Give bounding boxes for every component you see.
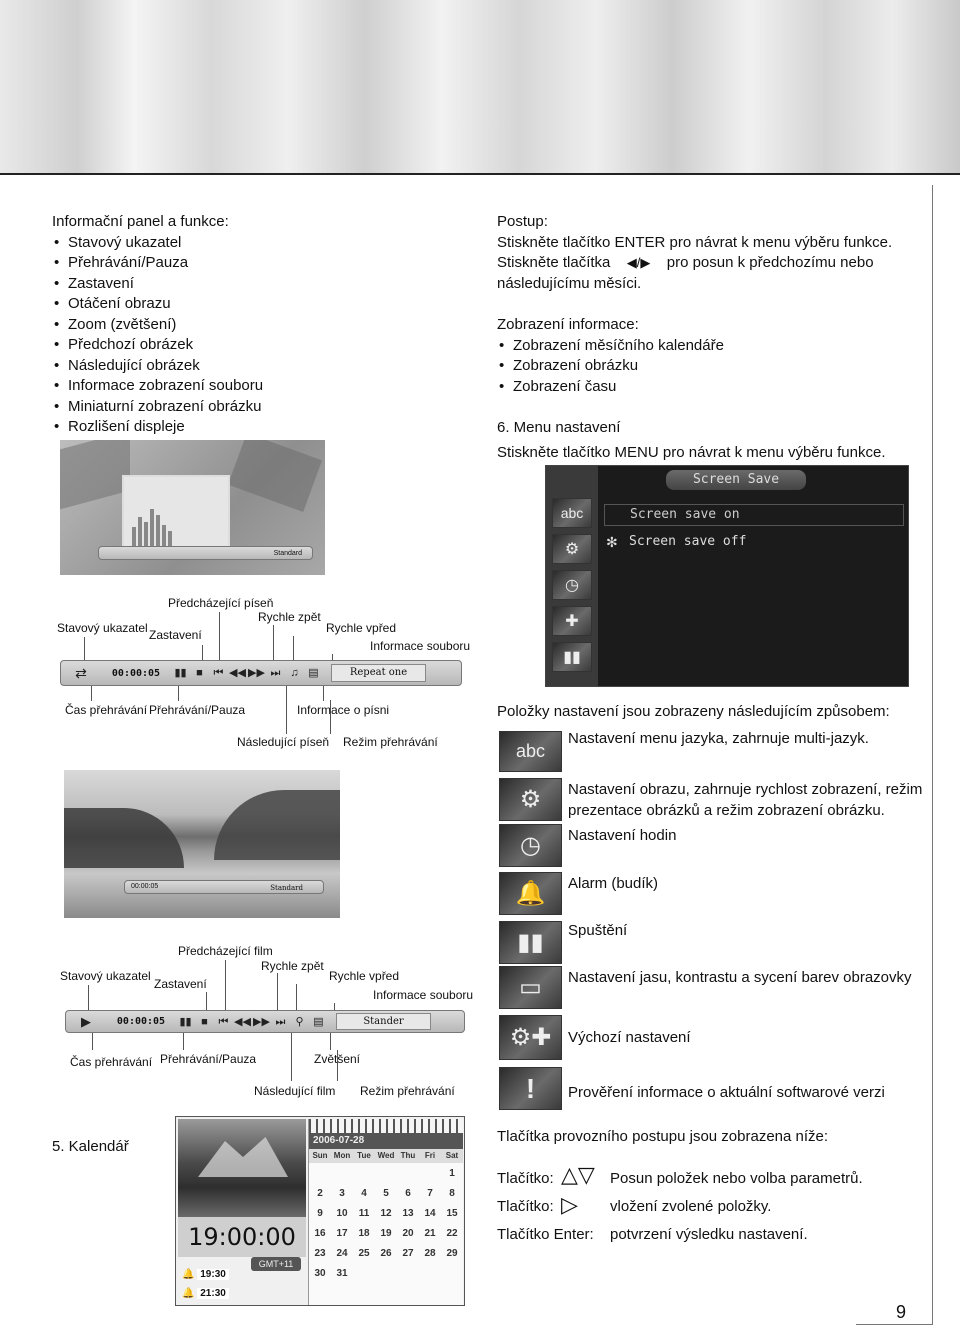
equalizer-panel [122,475,230,555]
calendar-week-row [309,1203,463,1223]
procedure-text: Stiskněte tlačítka [497,254,611,271]
music-control-bar [60,660,462,686]
language-icon[interactable]: abc [552,498,592,528]
info-panel-title: Informační panel a funkce: [52,213,229,230]
label-stop: Zastavení [149,628,202,642]
calendar-day: 24 [336,1247,348,1259]
mountain-decoration [64,808,184,868]
list-item: • Zobrazení měsíčního kalendáře [497,336,892,357]
screen-save-screenshot [545,465,909,687]
calendar-day: 25 [358,1247,370,1259]
weekday-label: Tue [357,1151,371,1160]
film-strip-decoration [60,440,130,509]
settings-item-photo-2: prezentace obrázků a režim zobrazení obrázku. [568,802,885,819]
photo-mode-label: Standard [270,884,303,892]
calendar-day: 5 [383,1187,389,1199]
rewind-icon[interactable]: ◀◀ [229,667,246,679]
button-desc: potvrzení výsledku nastavení. [610,1226,808,1243]
calendar-day: 14 [424,1207,436,1219]
list-item: • Předchozí obrázek [52,335,263,356]
status-icon[interactable]: ⇄ [75,665,87,681]
calendar-day: 2 [317,1187,323,1199]
alarm-bell-icon: 🔔 [499,872,562,915]
file-info-icon[interactable]: ▤ [313,1015,324,1028]
calendar-clock: 19:00:00 [178,1217,306,1257]
song-info-icon[interactable]: ♫ [290,667,299,679]
label-prev-film: Předcházející film [178,944,273,958]
launch-icon[interactable]: ▮▮ [552,642,592,672]
header-band [0,0,960,175]
buttons-intro: Tlačítka provozního postupu jsou zobrazena níže: [497,1128,829,1145]
calendar-day: 26 [380,1247,392,1259]
list-item: • Otáčení obrazu [52,294,263,315]
next-icon[interactable]: ⏭ [275,1015,286,1028]
info-panel-list [52,233,263,438]
calendar-day: 9 [317,1207,323,1219]
weekday-label: Thu [400,1151,416,1160]
settings-item-language: Nastavení menu jazyka, zahrnuje multi-jazyk. [568,730,869,747]
label-song-info: Informace o písni [297,703,390,717]
calendar-day: 3 [339,1187,345,1199]
info-panel [52,212,263,438]
button-desc: vložení zvolené položky. [610,1198,772,1215]
settings-item-launch: Spuštění [568,922,628,939]
mountain-decoration [214,790,340,860]
play-mode-display[interactable]: Repeat one [331,664,426,682]
play-time: 00:00:05 [111,667,161,679]
calendar-week-row [309,1243,463,1263]
screen-save-on-option[interactable]: Screen save on [604,504,904,526]
alarm-bell-icon: 🔔 [182,1269,195,1280]
button-label: Tlačítko: [497,1170,554,1187]
calendar-day: 20 [402,1227,414,1239]
label-play-mode: Režim přehrávání [360,1084,455,1098]
right-arrow-icon: ▷ [561,1192,578,1217]
film-strip-decoration [228,440,322,512]
settings-item-info: Prověření informace o aktuální softwarové verzi [568,1084,885,1101]
calendar-week-row [309,1223,463,1243]
settings-sidebar [546,466,598,687]
calendar-day: 7 [427,1187,433,1199]
calendar-day: 18 [358,1227,370,1239]
list-item: • Následující obrázek [52,356,263,377]
calendar-day: 1 [449,1167,455,1179]
info-icon: ! [499,1067,562,1110]
button-label: Tlačítko Enter: [497,1226,594,1243]
procedure-text: pro posun k předchozímu nebo [666,254,874,271]
previous-icon[interactable]: ⏮ [218,1015,229,1028]
procedure-line: následujícímu měsíci. [497,274,642,292]
list-item: • Zastavení [52,274,263,295]
next-icon[interactable]: ⏭ [270,667,281,679]
stop-icon[interactable]: ■ [196,667,203,679]
photo-settings-icon[interactable]: ⚙ [552,534,592,564]
list-item: • Přehrávání/Pauza [52,253,263,274]
calendar-day: 22 [446,1227,458,1239]
month-grid [308,1119,463,1305]
movie-control-bar [65,1010,465,1033]
default-settings-icon[interactable]: ✚ [552,606,592,636]
calendar-day: 23 [314,1247,326,1259]
list-item: • Informace zobrazení souboru [52,376,263,397]
label-status: Stavový ukazatel [57,621,148,635]
calendar-week-row [309,1263,463,1283]
screen-save-off-option[interactable]: Screen save off [629,534,747,549]
menu-settings-title: 6. Menu nastavení [497,419,621,436]
label-play-pause: Přehrávání/Pauza [160,1052,257,1066]
label-rewind: Rychle zpět [261,959,324,973]
calendar-day: 15 [446,1207,458,1219]
button-label: Tlačítko: [497,1198,554,1215]
calendar-day: 19 [380,1227,392,1239]
previous-icon[interactable]: ⏮ [213,667,224,679]
label-zoom: Zvětšení [314,1052,361,1066]
calendar-day: 8 [449,1187,455,1199]
weekday-label: Sun [312,1151,328,1160]
alarm-1-time: 19:30 [197,1269,229,1280]
music-player-screenshot [60,440,325,575]
play-time: 00:00:05 [116,1016,166,1027]
list-item: • Zobrazení obrázku [497,356,892,377]
list-item: • Miniaturní zobrazení obrázku [52,397,263,418]
page-frame-line [932,185,933,1325]
photo-viewer-screenshot [64,770,340,918]
calendar-day: 11 [358,1207,370,1219]
calendar-day: 13 [402,1207,414,1219]
label-play-time: Čas přehrávání [70,1055,153,1069]
label-play-mode: Režim přehrávání [343,735,438,749]
calendar-day: 6 [405,1187,411,1199]
settings-item-default: Výchozí nastavení [568,1029,691,1046]
page-frame-bottom-line [856,1324,933,1325]
list-item: • Rozlišení displeje [52,417,263,438]
procedure-title: Postup: [497,213,548,230]
rewind-icon[interactable]: ◀◀ [234,1015,251,1028]
calendar-screenshot [175,1116,465,1306]
label-next-song: Následující píseň [237,735,330,749]
label-rewind: Rychle zpět [258,610,321,624]
label-next-film: Následující film [254,1084,336,1098]
settings-item-clock: Nastavení hodin [568,827,677,844]
music-player-control-bar [98,546,313,560]
play-mode-label: Standard [273,550,302,557]
list-item: • Stavový ukazatel [52,233,263,254]
calendar-spiral [309,1119,463,1133]
calendar-photo [178,1119,306,1217]
play-pause-icon[interactable]: ▮▮ [174,667,187,679]
calendar-day: 4 [361,1187,367,1199]
procedure-line: Stiskněte tlačítko ENTER pro návrat k menu výběru funkce. [497,233,893,251]
calendar-week-row [309,1163,463,1183]
calendar-day: 30 [314,1267,326,1279]
prev-next-arrows-icon: ◀/▶ [626,255,651,270]
list-item: • Zoom (zvětšení) [52,315,263,336]
calendar-week-row [309,1183,463,1203]
clock-icon[interactable]: ◷ [552,570,592,600]
photo-settings-icon: ⚙ [499,778,562,821]
label-forward: Rychle vpřed [326,621,397,635]
settings-item-alarm: Alarm (budík) [568,875,659,892]
calendar-day: 12 [380,1207,392,1219]
label-status: Stavový ukazatel [60,969,151,983]
settings-item-display: Nastavení jasu, kontrastu a sycení barev obrazovky [568,969,912,986]
page-number: 9 [896,1302,907,1322]
calendar-date: 2006-07-28 [309,1133,463,1149]
selected-option-icon: ✻ [606,534,618,550]
calendar-heading: 5. Kalendář [52,1138,129,1155]
file-info-icon[interactable]: ▤ [308,667,319,679]
alarm-1 [182,1267,242,1283]
stop-icon[interactable]: ■ [201,1015,208,1028]
label-forward: Rychle vpřed [329,969,400,983]
screen-save-title: Screen Save [666,470,806,490]
clock-icon: ◷ [499,824,562,867]
calendar-day: 27 [402,1247,414,1259]
weekday-label: Wed [377,1151,395,1160]
procedure-section [497,212,892,463]
info-display-title: Zobrazení informace: [497,316,639,333]
play-pause-icon[interactable]: ▮▮ [179,1015,192,1028]
label-play-time: Čas přehrávání [65,703,148,717]
photo-control-bar [124,880,324,894]
label-play-pause: Přehrávání/Pauza [149,703,246,717]
language-icon: abc [499,731,562,772]
settings-item-photo: Nastavení obrazu, zahrnuje rychlost zobrazení, režim [568,781,923,798]
calendar-day: 21 [424,1227,436,1239]
calendar-timezone: GMT+11 [251,1257,301,1271]
launch-icon: ▮▮ [499,921,562,964]
calendar-day: 28 [424,1247,436,1259]
settings-intro: Položky nastavení jsou zobrazeny následujícím způsobem: [497,703,890,720]
label-stop: Zastavení [154,977,207,991]
calendar-day: 10 [336,1207,348,1219]
label-file-info: Informace souboru [370,639,471,653]
default-settings-icon: ⚙✚ [499,1015,562,1060]
alarm-bell-icon: 🔔 [182,1288,195,1299]
label-prev-song: Předcházející píseň [168,596,274,610]
procedure-line [497,253,892,274]
weekday-row [309,1149,463,1163]
play-mode-display[interactable]: Stander [336,1013,431,1030]
display-icon: ▭ [499,966,562,1009]
forward-icon[interactable]: ▶▶ [248,667,265,679]
alarm-2-time: 21:30 [197,1288,229,1299]
calendar-days [309,1163,463,1283]
photo-play-time: 00:00:05 [131,883,159,890]
zoom-icon[interactable]: ⚲ [295,1015,304,1028]
calendar-day: 29 [446,1247,458,1259]
info-display-list [497,336,892,398]
label-file-info: Informace souboru [373,988,474,1002]
calendar-day: 16 [314,1227,326,1239]
list-item: • Zobrazení času [497,377,892,398]
up-down-arrows-icon: △▽ [561,1162,595,1187]
weekday-label: Sat [445,1151,459,1160]
button-desc: Posun položek nebo volba parametrů. [610,1170,863,1187]
calendar-day: 17 [336,1227,348,1239]
forward-icon[interactable]: ▶▶ [253,1015,270,1028]
weekday-label: Mon [333,1151,351,1160]
alarm-2 [182,1286,242,1302]
weekday-label: Fri [424,1151,436,1160]
menu-settings-line: Stiskněte tlačítko MENU pro návrat k menu výběru funkce. [497,443,886,461]
calendar-day: 31 [336,1267,348,1279]
status-icon[interactable]: ▶ [81,1013,91,1029]
